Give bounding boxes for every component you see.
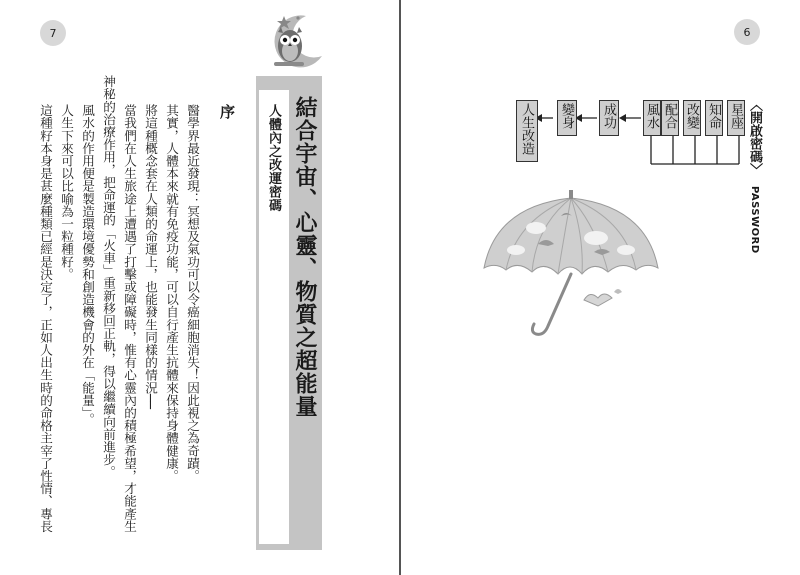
diagram-source-4: 配合	[662, 103, 677, 129]
page-number-left: 7	[40, 20, 66, 46]
diagram-source-5: 風水	[644, 103, 659, 129]
diagram-source-2: 知命	[706, 103, 721, 129]
body-line-5: 神秘的治療作用，把命運的「火車」重新移回正軌，得以繼續向前進步。	[101, 75, 116, 479]
body-line-1: 醫學界最近發現：冥想及氣功可以令癌細胞消失！因此視之為奇蹟。	[185, 104, 200, 482]
umbrella-illustration	[476, 186, 666, 346]
body-line-3: 將這種概念套在人類的命運上，也能發生同樣的情況──	[143, 104, 158, 409]
body-line-8: 這種籽本身是甚麼種類已經是決定了，正如人出生時的命格主宰了性情、專長	[38, 104, 53, 533]
body-line-7: 人生下來可以比喻為一粒種籽。	[59, 104, 74, 281]
password-heading: 〈開啟密碼〉	[747, 98, 762, 176]
diagram-source-3: 改變	[684, 103, 699, 129]
body-line-2: 其實，人體本來就有免疫功能，可以自行產生抗體來保持身體健康。	[164, 104, 179, 482]
chapter-title: 結合宇宙、心靈、物質之超能量	[292, 96, 318, 418]
section-heading: 序	[218, 104, 236, 119]
body-line-6: 風水的作用便是製造環境優勢和創造機會的外在「能量」。	[80, 104, 95, 426]
right-page	[401, 0, 800, 575]
diagram-chain-3: 人生改造	[519, 103, 534, 155]
diagram-chain-2: 變身	[559, 103, 574, 129]
chapter-subtitle: 人體內之改運密碼	[266, 104, 281, 212]
password-heading-en: PASSWORD	[749, 186, 760, 254]
owl-moon-icon	[268, 12, 326, 78]
body-line-4: 當我們在人生旅途上遭遇了打擊或障礙時，惟有心靈內的積極希望，才能產生	[122, 104, 137, 533]
diagram-source-1: 星座	[728, 103, 743, 129]
left-page	[0, 0, 399, 575]
diagram-chain-1: 成功	[601, 103, 616, 129]
page-number-right: 6	[734, 19, 760, 45]
